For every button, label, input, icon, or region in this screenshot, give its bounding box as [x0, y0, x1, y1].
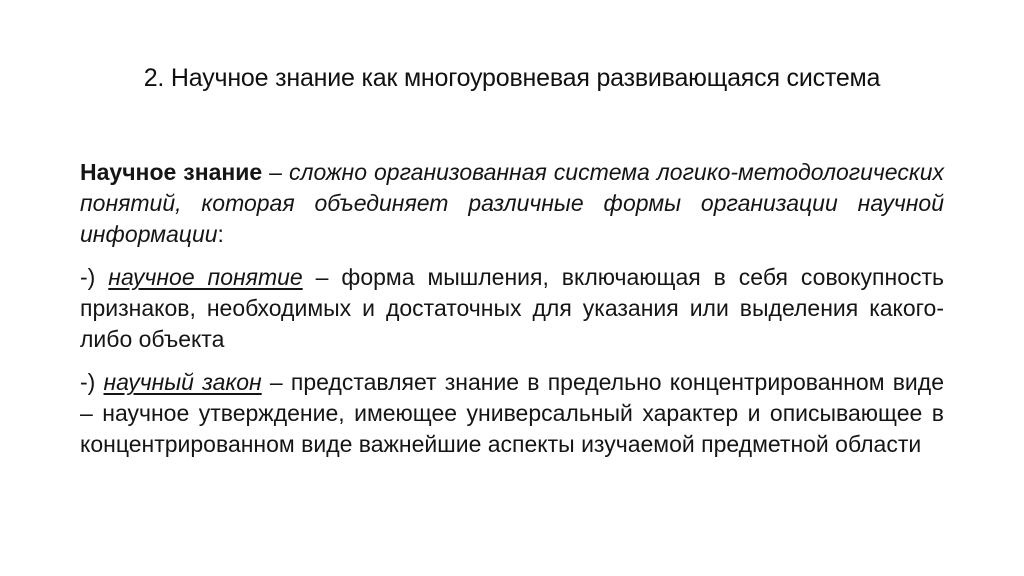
slide-body — [80, 157, 944, 472]
list-item-term: научный закон — [103, 369, 262, 395]
list-item-term: научное понятие — [108, 264, 303, 290]
list-item-scientific-concept — [80, 262, 944, 355]
definition-paragraph — [80, 157, 944, 250]
list-item-prefix: -) — [80, 264, 109, 290]
slide-title: 2. Научное знание как многоуровневая развивающаяся система — [143, 64, 881, 92]
list-item-prefix: -) — [80, 369, 104, 395]
definition-text: сложно организованная система логико-методологических понятий, которая объединяет различные формы организации научной информации — [80, 159, 944, 247]
definition-colon: : — [217, 221, 224, 247]
definition-term: Научное знание — [80, 159, 263, 185]
definition-dash: – — [262, 159, 289, 185]
list-item-scientific-law — [80, 367, 944, 460]
list-item-text: – представляет знание в предельно концентрированном виде – научное утверждение, имеющее универсальный характер и описывающее в концентрированном виде важнейшие аспекты изучаемой предметной области — [80, 369, 944, 457]
list-item-text: – форма мышления, включающая в себя совокупность признаков, необходимых и достаточных для указания или выделения какого-либо объекта — [80, 264, 944, 352]
